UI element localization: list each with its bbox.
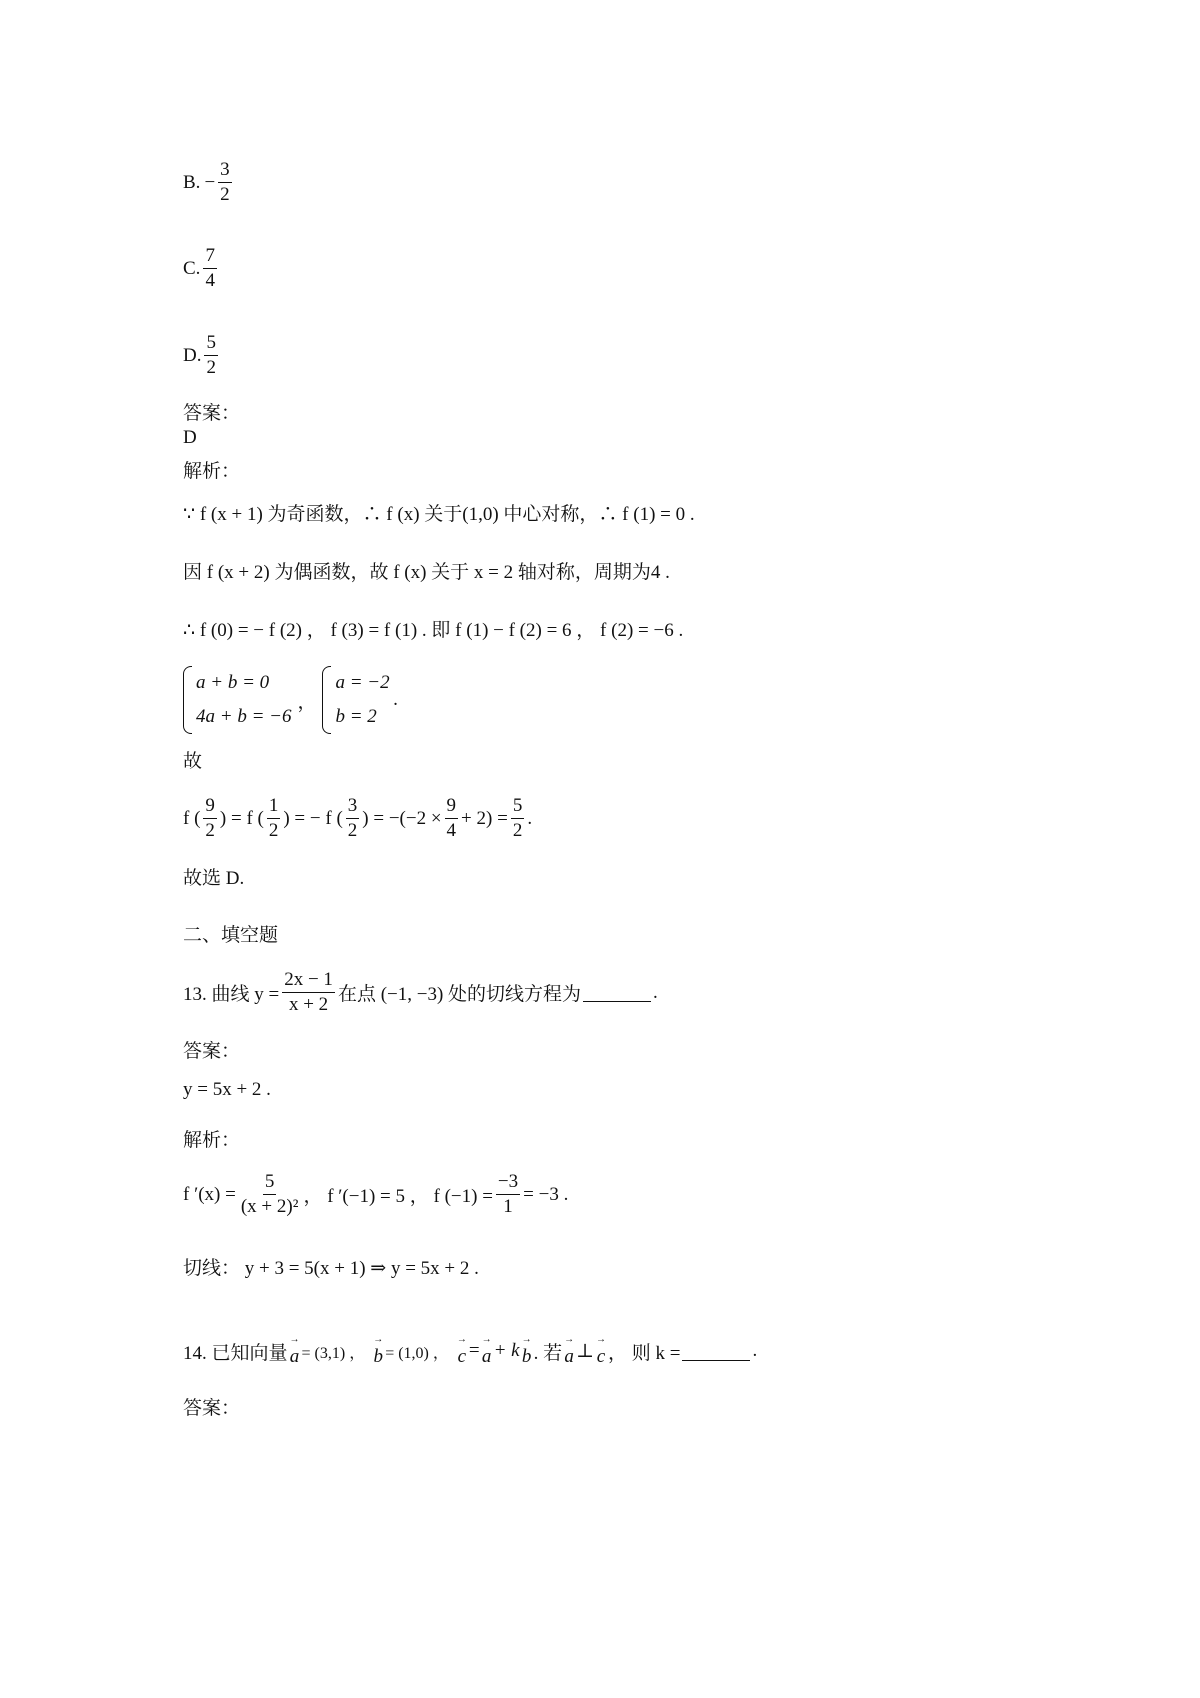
vector-b: → b	[373, 1334, 384, 1367]
answer-value: y = 5x + 2 .	[183, 1079, 271, 1100]
answer-blank	[583, 983, 651, 1002]
brace-icon	[322, 666, 331, 734]
equation-system	[322, 666, 389, 734]
answer-label: 答案：	[183, 1398, 241, 1419]
option-label: D.	[183, 344, 202, 366]
analysis-line: 因 f (x + 2) 为偶函数，故 f (x) 关于 x = 2 轴对称，周期为4 .	[183, 562, 670, 583]
answer-value: D	[183, 427, 197, 448]
vector-c: → c	[456, 1334, 467, 1367]
therefore: 故	[183, 751, 203, 772]
fraction	[203, 244, 217, 293]
vector-a: → a	[481, 1334, 492, 1367]
analysis-line: ∴ f (0) = − f (2) ， f (3) = f (1) . 即 f (1) − f (2) = 6 ， f (2) = −6 .	[183, 620, 684, 641]
numerator: 7	[203, 244, 217, 269]
numerator: 5	[204, 331, 218, 356]
final-equation: f ( $\frac{9}{2}$ ) = f ( $\frac{1}{2}$ ) = − f ( $\frac{3}{2}$ ) = −(−2 × $\frac{9}{4}$ + 2) = $\frac{5}{2}$ .	[183, 795, 533, 841]
analysis-line: ∵ f (x + 1) 为奇函数，∴ f (x) 关于(1,0) 中心对称，∴ f (1) = 0 .	[183, 504, 695, 525]
question-14: 14. 已知向量 → a = (3,1) ， → b = (1,0) ， → c = → a + k → b . 若 → a ⊥ → c ， 则 k = .	[183, 1334, 758, 1367]
question-13: 13. 曲线 y = $\frac{2x - 1}{x + 2}$ 在点 (−1, −3) 处的切线方程为 .	[183, 969, 658, 1015]
denominator: 2	[206, 357, 216, 378]
conclusion: 故选 D.	[183, 868, 245, 889]
equation: 4a + b = −6	[196, 706, 292, 727]
section-heading: 二、填空题	[183, 925, 279, 946]
analysis-label: 解析：	[183, 461, 241, 482]
option-sign: −	[204, 171, 216, 193]
equation: a = −2	[335, 672, 390, 693]
answer-blank	[682, 1342, 750, 1361]
answer-label: 答案：	[183, 1041, 241, 1062]
answer-label: 答案：	[183, 403, 241, 424]
vector-c: → c	[596, 1334, 607, 1367]
fraction	[218, 158, 232, 207]
equation: a + b = 0	[196, 672, 270, 693]
option-label: B.	[183, 171, 201, 193]
analysis-label: 解析：	[183, 1130, 241, 1151]
option-label: C.	[183, 257, 201, 279]
option-b	[183, 158, 235, 207]
option-d	[183, 331, 221, 380]
brace-icon	[183, 666, 192, 734]
equation: b = 2	[335, 706, 377, 727]
separator: ，	[297, 691, 317, 713]
tangent-line: 切线： y + 3 = 5(x + 1) ⇒ y = 5x + 2 .	[183, 1258, 479, 1279]
vector-a: → a	[289, 1334, 300, 1367]
option-c	[183, 244, 220, 293]
period: .	[393, 689, 399, 710]
denominator: 2	[220, 184, 230, 205]
fraction	[204, 331, 218, 380]
denominator: 4	[205, 270, 215, 291]
equation-systems	[183, 666, 398, 734]
vector-b: → b	[521, 1334, 532, 1367]
vector-a: → a	[564, 1334, 575, 1367]
numerator: 3	[218, 158, 232, 183]
equation-system	[183, 666, 291, 734]
derivative-line: f ′(x) = $\frac{5}{\text{(x + 2)²}}$ ， f ′(−1) = 5 ， f (−1) = $\frac{-3}{1}$ = −3 .	[183, 1171, 569, 1217]
